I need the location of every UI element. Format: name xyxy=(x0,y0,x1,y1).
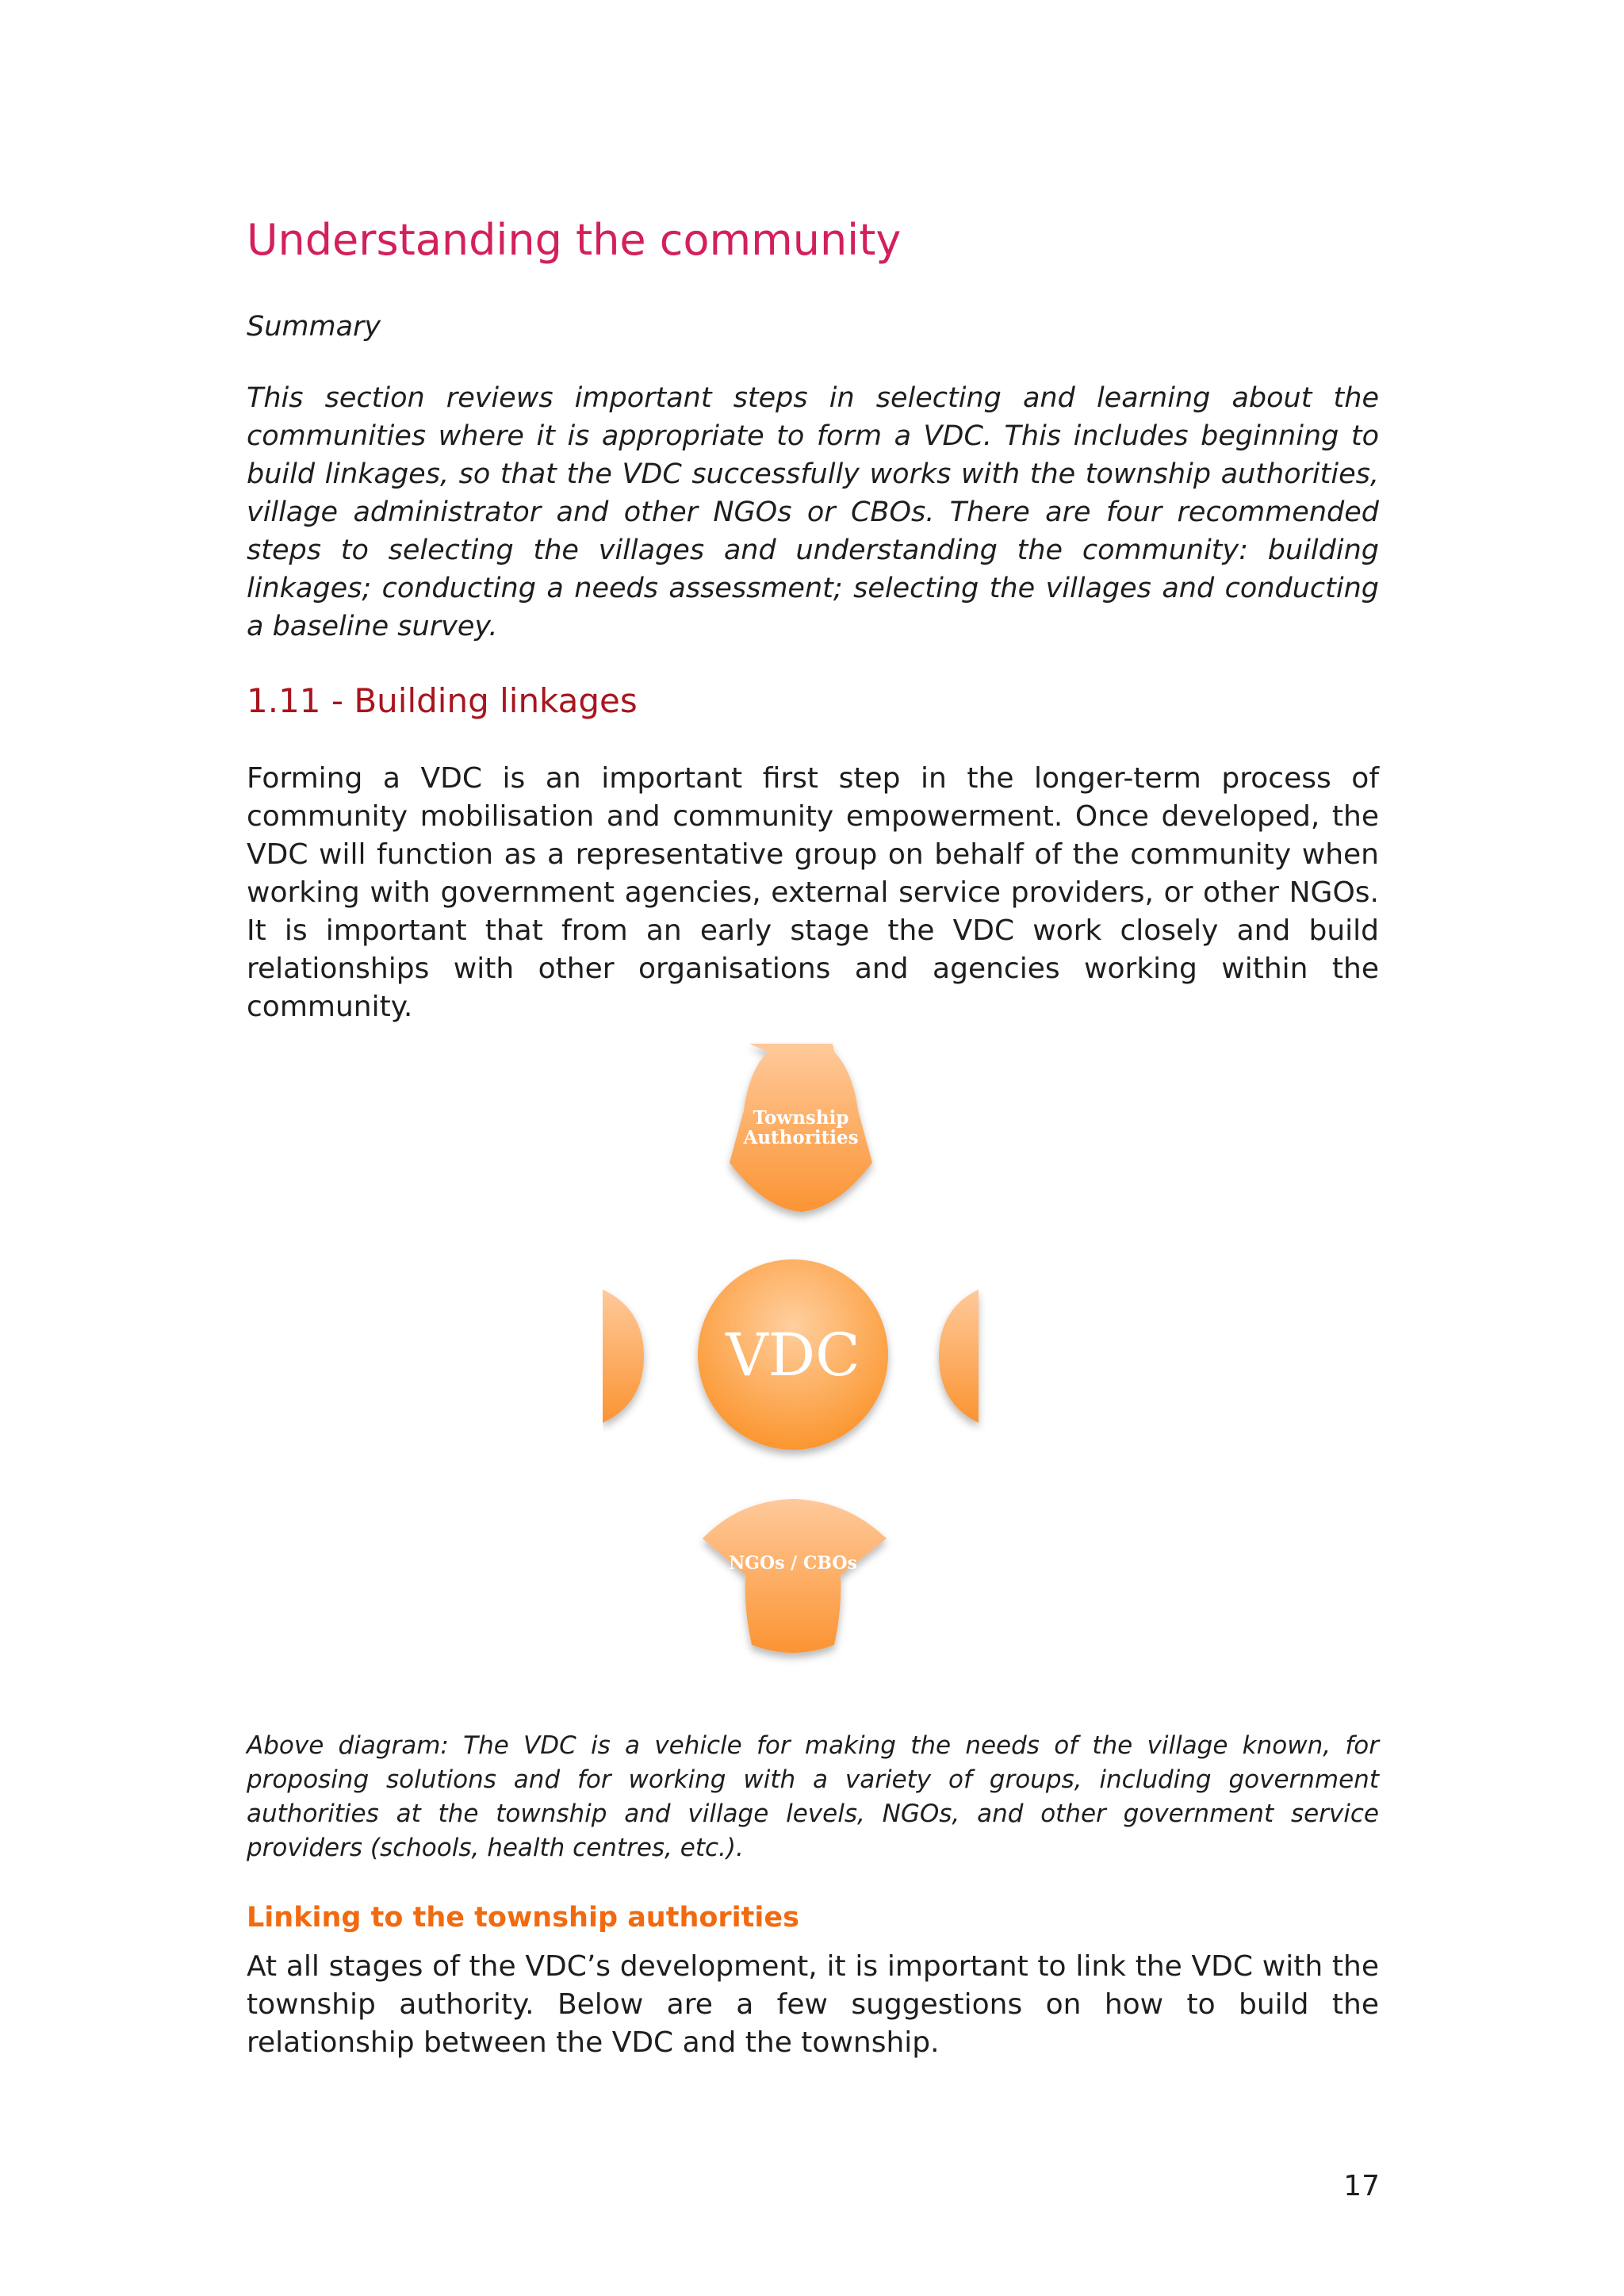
township-authorities-label-line1: Township xyxy=(753,1107,849,1129)
diagram-caption: Above diagram: The VDC is a vehicle for making the needs of the village known, for proposing solutions and for working with a variety of groups, including government authorities at the township and village levels, NGOs, and other government service providers (schools, health centres, etc.). xyxy=(247,1731,1379,1862)
vdc-center-node xyxy=(698,1259,888,1450)
section-paragraph: Forming a VDC is an important first step in the longer-term process of community mobilisation and community empowerment. Once developed, the VDC will function as a representative group on behalf of the community when working with government agencies, external service providers, or other NGOs. It is important that from an early stage the VDC work closely and build relationships with other organisations and agencies working within the community. xyxy=(247,762,1379,1023)
vdc-center-label: VDC xyxy=(726,1321,860,1389)
township-authorities-node xyxy=(730,1044,872,1212)
page-number: 17 xyxy=(1343,2170,1380,2202)
summary-text: This section reviews important steps in selecting and learning about the communities where it is appropriate to form a VDC. This includes beginning to build linkages, so that the VDC successfully works with the township authorities, village administrator and other NGOs or CBOs. There are four recommended steps to selecting the villages and understanding the community: building linkages; conducting a needs assessment; selecting the villages and conducting a baseline survey. xyxy=(247,382,1379,642)
ngos-cbos-node xyxy=(703,1499,887,1653)
right-partial-node xyxy=(939,1290,979,1423)
left-partial-node xyxy=(603,1290,644,1423)
subheading-paragraph: At all stages of the VDC’s development, it is important to link the VDC with the township authority. Below are a few suggestions on how to build the relationship between the VDC and the township. xyxy=(247,1950,1379,2059)
summary-label: Summary xyxy=(247,311,381,343)
section-heading: 1.11 - Building linkages xyxy=(247,681,638,720)
page-title: Understanding the community xyxy=(247,215,902,265)
linkage-diagram xyxy=(603,1039,999,1681)
township-authorities-label-line2: Authorities xyxy=(743,1127,859,1148)
ngos-cbos-label: NGOs / CBOs xyxy=(729,1553,857,1573)
subheading: Linking to the township authorities xyxy=(247,1902,799,1934)
